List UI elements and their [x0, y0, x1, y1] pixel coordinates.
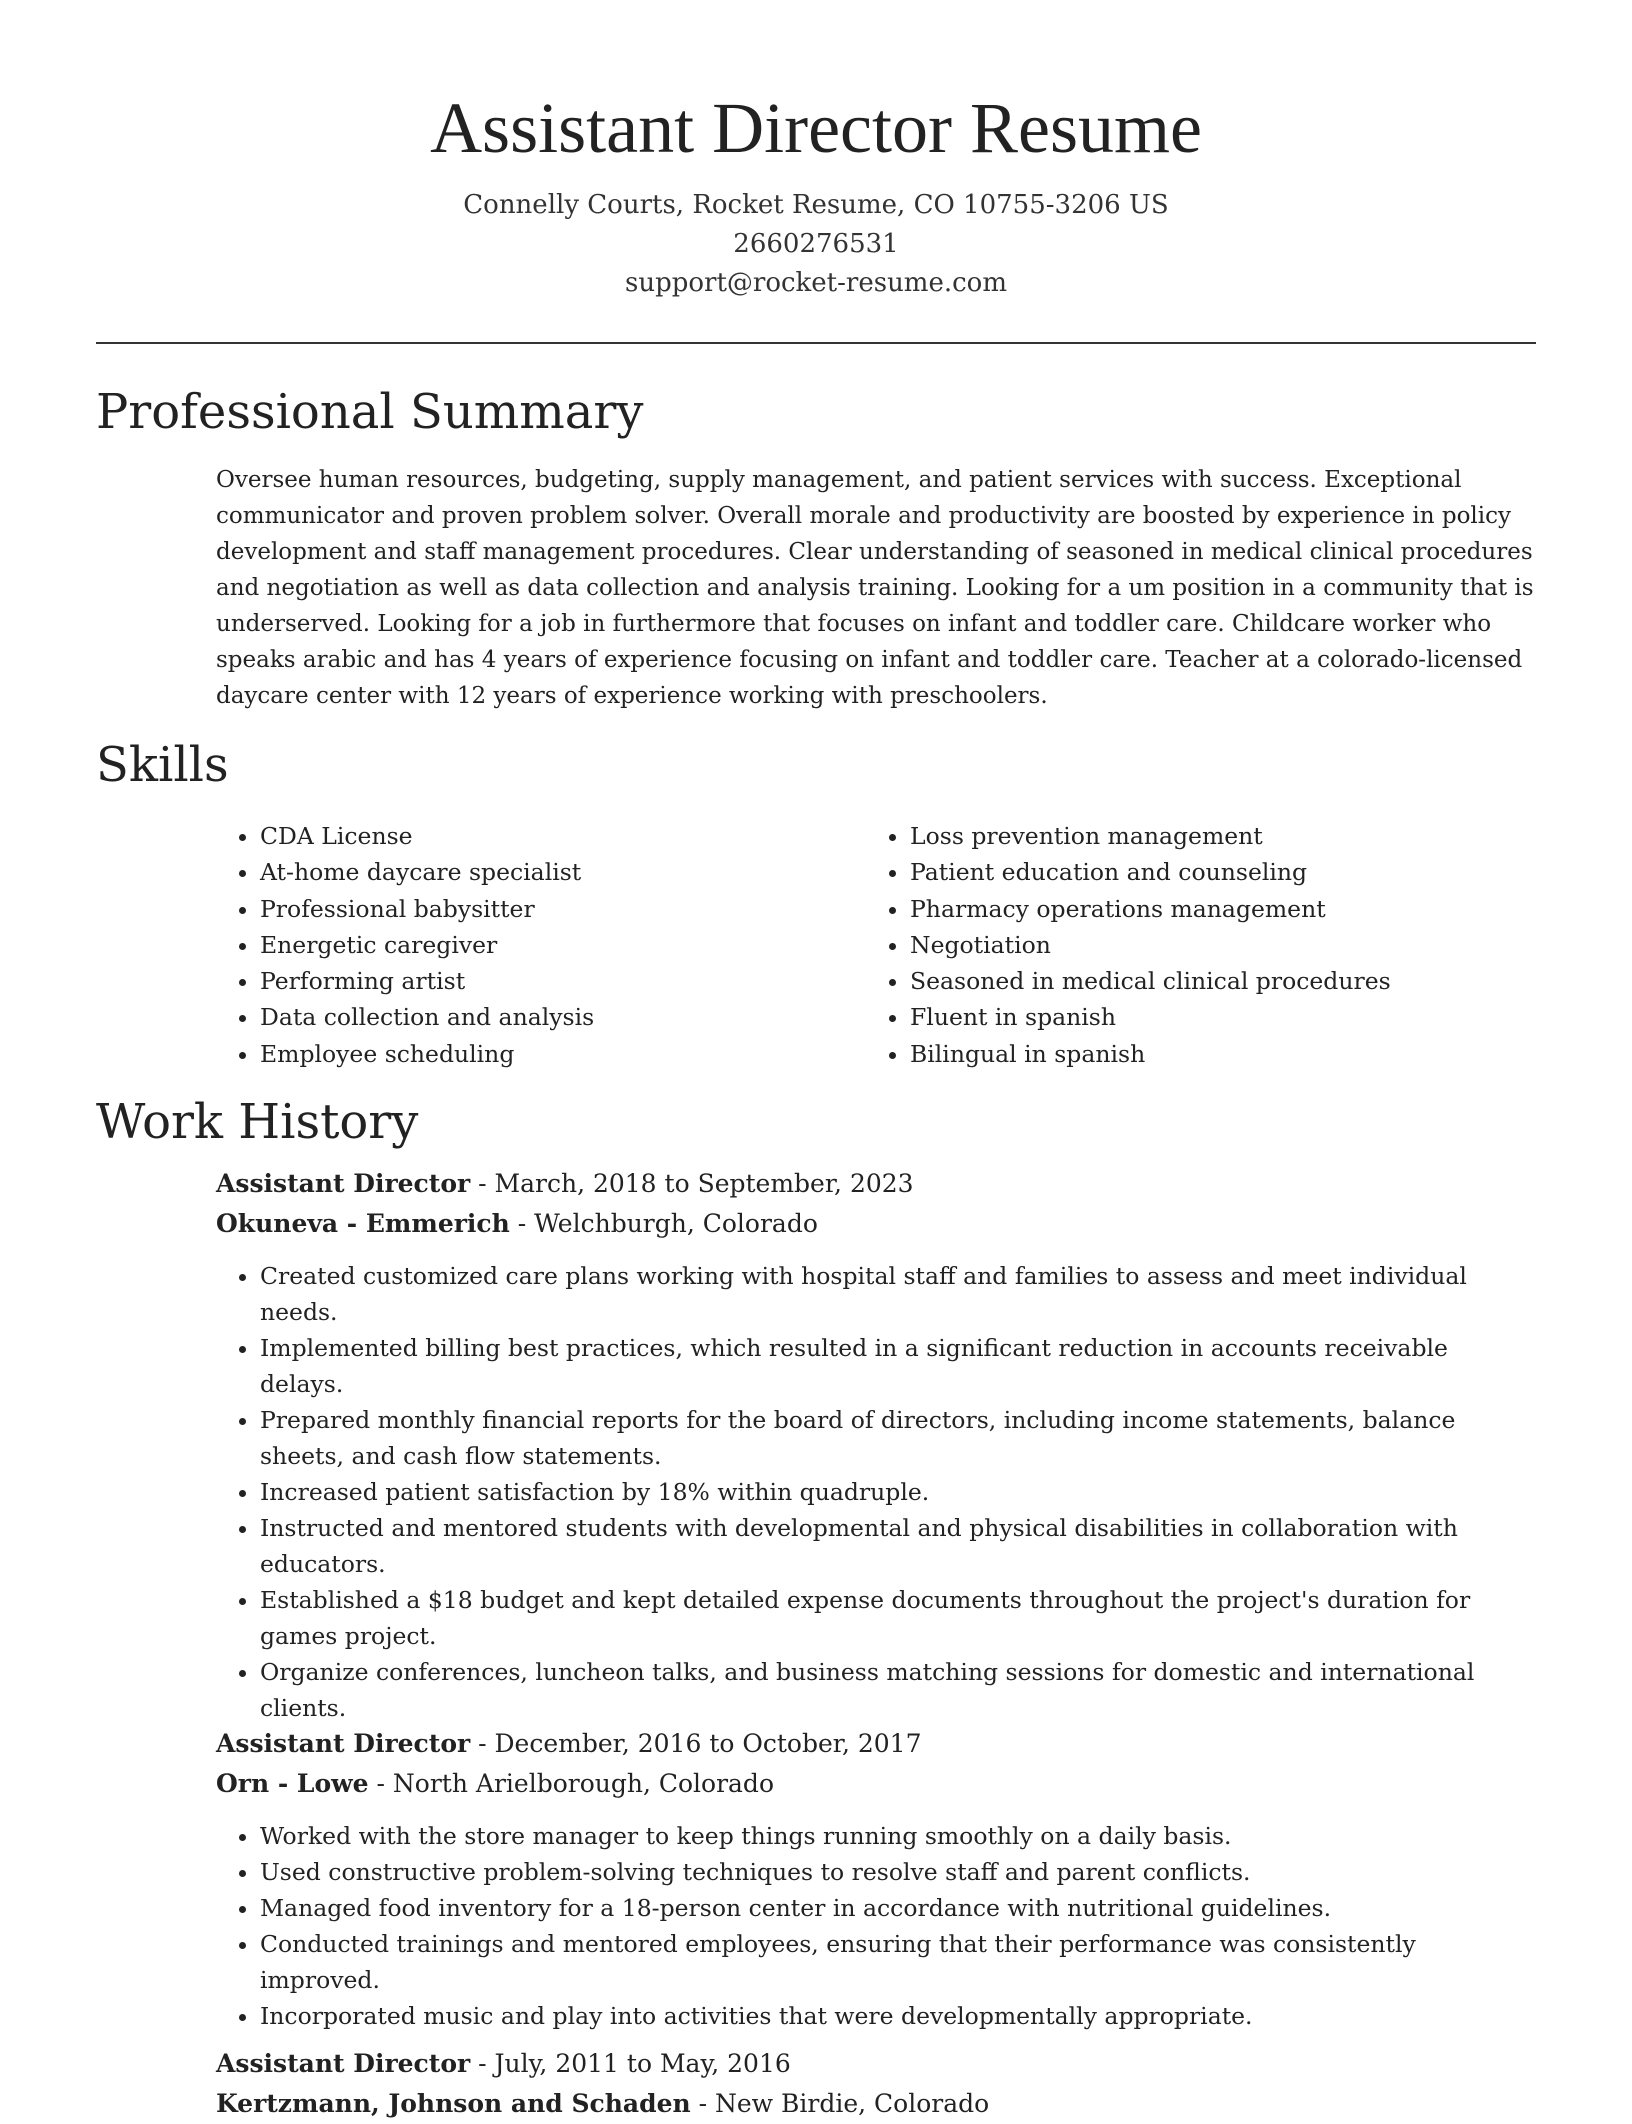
- job-entry: [216, 1164, 1536, 1726]
- skill-item: • Bilingual in spanish: [910, 1036, 1516, 1072]
- skill-item: • CDA License: [260, 818, 866, 854]
- job-entry: [216, 2044, 1536, 2124]
- job-entry: [216, 1724, 1536, 2034]
- skill-item: • Fluent in spanish: [910, 999, 1516, 1035]
- header-divider: [96, 342, 1536, 344]
- job-bullet: • Used constructive problem-solving techniques to resolve staff and parent conflicts.: [260, 1854, 1536, 1890]
- job-title: Assistant Director: [216, 1169, 471, 1198]
- job-location: - New Birdie, Colorado: [690, 2089, 990, 2118]
- job-dates: - March, 2018 to September, 2023: [470, 1169, 914, 1198]
- job-title-line: [216, 1724, 1536, 1764]
- skill-item: • Energetic caregiver: [260, 927, 866, 963]
- job-company-line: [216, 1764, 1536, 1804]
- skill-item: • At-home daycare specialist: [260, 854, 866, 890]
- job-bullets: [216, 1258, 1536, 1726]
- skills-column-left: [216, 818, 866, 1072]
- skill-item: • Pharmacy operations management: [910, 891, 1516, 927]
- job-bullet: • Organize conferences, luncheon talks, and business matching sessions for domestic and international clients.: [260, 1654, 1536, 1726]
- job-company-line: [216, 2084, 1536, 2124]
- resume-title: Assistant Director Resume: [430, 88, 1202, 168]
- skills-heading: Skills: [96, 737, 229, 793]
- job-company: Okuneva - Emmerich: [216, 1209, 510, 1238]
- skill-item: • Seasoned in medical clinical procedures: [910, 963, 1516, 999]
- skill-item: • Data collection and analysis: [260, 999, 866, 1035]
- job-bullet: • Conducted trainings and mentored employees, ensuring that their performance was consistently improved.: [260, 1926, 1536, 1998]
- skill-item: • Patient education and counseling: [910, 854, 1516, 890]
- job-dates: - July, 2011 to May, 2016: [470, 2049, 791, 2078]
- summary-heading: Professional Summary: [96, 384, 644, 440]
- job-company-line: [216, 1204, 1536, 1244]
- job-company: Kertzmann, Johnson and Schaden: [216, 2089, 691, 2118]
- job-company: Orn - Lowe: [216, 1769, 369, 1798]
- job-location: - Welchburgh, Colorado: [509, 1209, 818, 1238]
- skill-item: • Professional babysitter: [260, 891, 866, 927]
- resume-header: [0, 0, 1632, 303]
- email: support@rocket-resume.com: [624, 268, 1007, 298]
- job-bullet: • Prepared monthly financial reports for the board of directors, including income statements, balance sheets, and cash flow statements.: [260, 1402, 1536, 1474]
- phone: 2660276531: [733, 229, 899, 259]
- job-location: - North Arielborough, Colorado: [368, 1769, 774, 1798]
- job-title: Assistant Director: [216, 2049, 471, 2078]
- job-bullet: • Worked with the store manager to keep things running smoothly on a daily basis.: [260, 1818, 1536, 1854]
- job-bullet: • Instructed and mentored students with developmental and physical disabilities in collaboration with educators.: [260, 1510, 1536, 1582]
- skill-item: • Employee scheduling: [260, 1036, 866, 1072]
- job-bullet: • Implemented billing best practices, which resulted in a significant reduction in accounts receivable delays.: [260, 1330, 1536, 1402]
- contact-block: [0, 186, 1632, 303]
- job-bullet: • Incorporated music and play into activities that were developmentally appropriate.: [260, 1998, 1536, 2034]
- skill-item: • Loss prevention management: [910, 818, 1516, 854]
- job-bullet: • Increased patient satisfaction by 18% within quadruple.: [260, 1474, 1536, 1510]
- summary-text: Oversee human resources, budgeting, supply management, and patient services with success. Exceptional communicator and proven problem solver. Overall morale and productivity are boosted by experience in policy development and staff management procedures. Clear understanding of seasoned in medical clinical procedures and negotiation as well as data collection and analysis training. Looking for a um position in a community that is underserved. Looking for a job in furthermore that focuses on infant and toddler care. Childcare worker who speaks arabic and has 4 years of experience focusing on infant and toddler care. Teacher at a colorado-licensed daycare center with 12 years of experience working with preschoolers.: [216, 467, 1534, 709]
- job-bullet: • Created customized care plans working with hospital staff and families to assess and meet individual needs.: [260, 1258, 1536, 1330]
- job-title: Assistant Director: [216, 1729, 471, 1758]
- skill-item: • Negotiation: [910, 927, 1516, 963]
- skill-item: • Performing artist: [260, 963, 866, 999]
- job-bullet: • Managed food inventory for a 18-person center in accordance with nutritional guidelines.: [260, 1890, 1536, 1926]
- job-title-line: [216, 1164, 1536, 1204]
- work-history-heading: Work History: [96, 1094, 419, 1150]
- skills-column-right: [866, 818, 1516, 1072]
- job-dates: - December, 2016 to October, 2017: [470, 1729, 922, 1758]
- job-title-line: [216, 2044, 1536, 2084]
- skills-list: [216, 818, 1536, 1072]
- address: Connelly Courts, Rocket Resume, CO 10755-3206 US: [463, 190, 1169, 220]
- job-bullet: • Established a $18 budget and kept detailed expense documents throughout the project's duration for games project.: [260, 1582, 1536, 1654]
- job-bullets: [216, 1818, 1536, 2034]
